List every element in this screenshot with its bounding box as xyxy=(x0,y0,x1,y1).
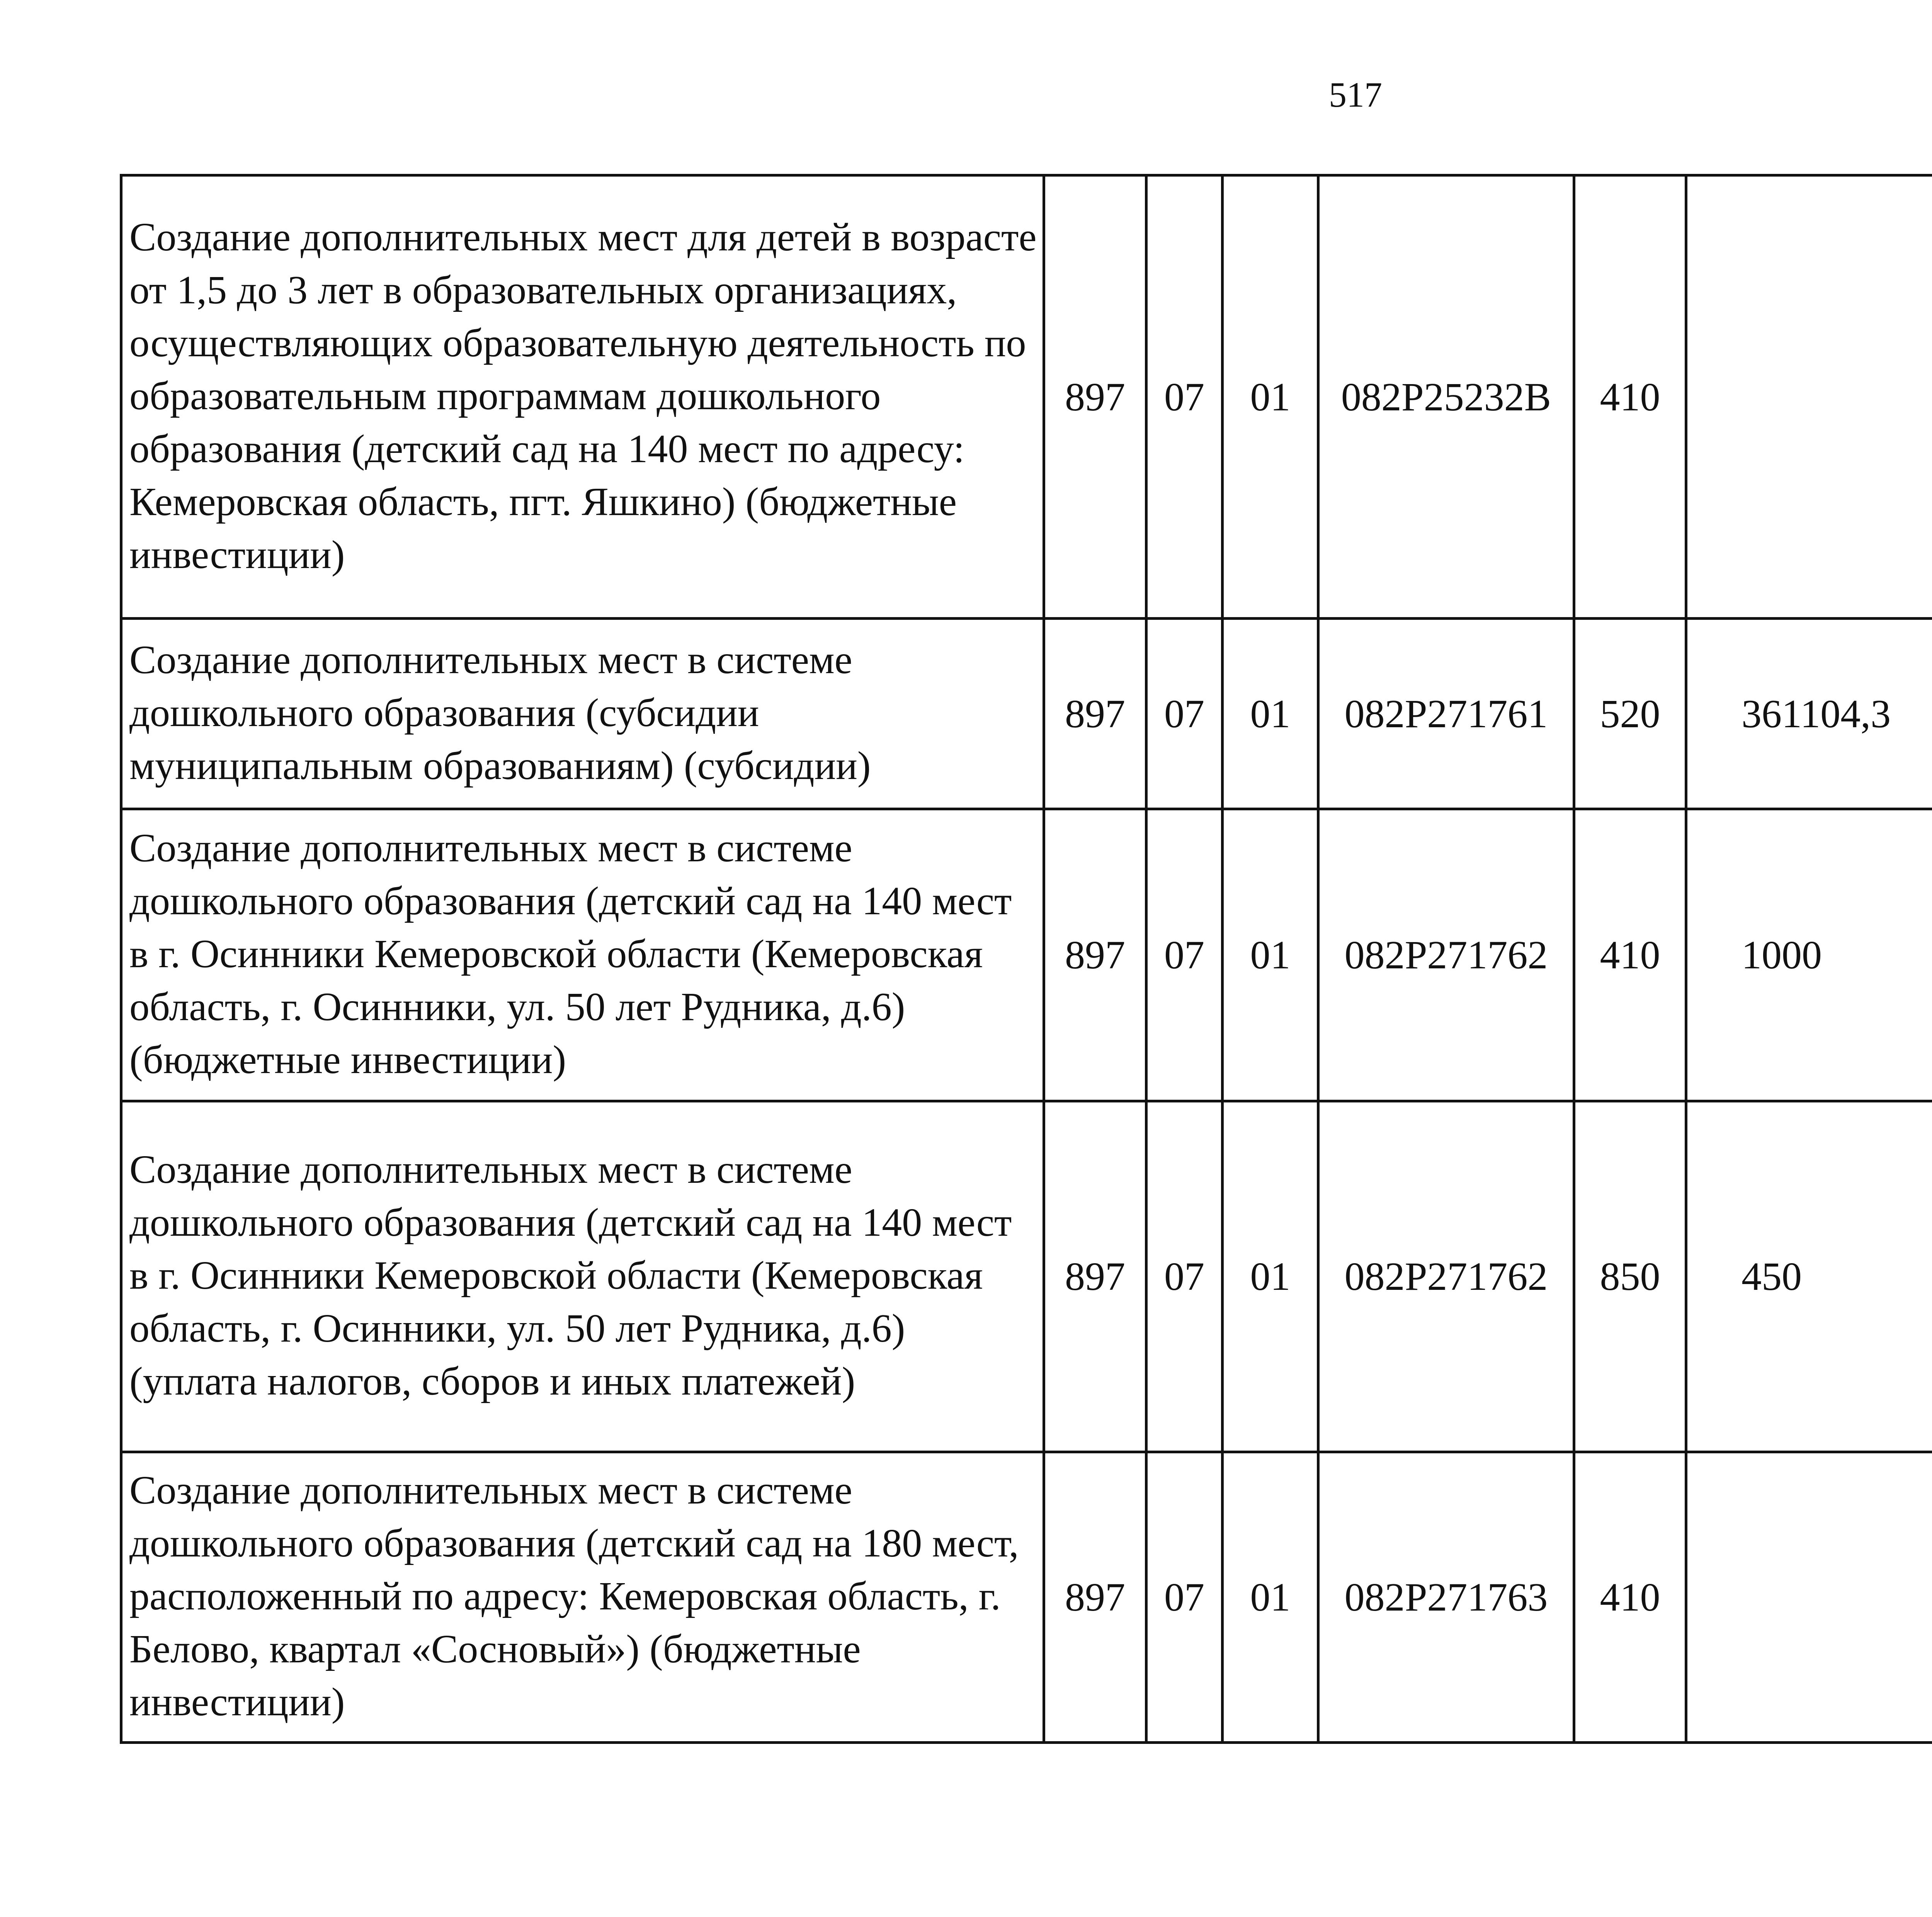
expense-type-code: 520 xyxy=(1574,619,1686,809)
subsection-code: 01 xyxy=(1223,1101,1318,1452)
row-description: Создание дополнительных мест для детей в возрасте от 1,5 до 3 лет в образовательных организациях, осуществляющих образовательную деятельность по образовательным программам дошкольного образования (детский сад на 140 мест по адресу: Кемеровская область, пгт. Яшкино) (бюджетные инвестиции) xyxy=(121,175,1044,619)
section-code: 07 xyxy=(1146,175,1223,619)
amount-year-1: 1000 xyxy=(1686,809,1932,1101)
table-row xyxy=(121,175,1932,619)
table-row xyxy=(121,1452,1932,1743)
amount-year-1: 450 xyxy=(1686,1101,1932,1452)
grbs-code: 897 xyxy=(1044,619,1146,809)
page-number: 517 xyxy=(1329,75,1382,114)
target-article-code: 082P271762 xyxy=(1318,809,1574,1101)
subsection-code: 01 xyxy=(1223,1452,1318,1743)
expense-type-code: 850 xyxy=(1574,1101,1686,1452)
section-code: 07 xyxy=(1146,619,1223,809)
grbs-code: 897 xyxy=(1044,175,1146,619)
amount-year-1 xyxy=(1686,1452,1932,1743)
section-code: 07 xyxy=(1146,809,1223,1101)
subsection-code: 01 xyxy=(1223,175,1318,619)
target-article-code: 082P25232B xyxy=(1318,175,1574,619)
expense-type-code: 410 xyxy=(1574,1452,1686,1743)
row-description: Создание дополнительных мест в системе дошкольного образования (детский сад на 140 мест в г. Осинники Кемеровской области (Кемеровская область, г. Осинники, ул. 50 лет Рудника, д.6) (уплата налогов, сборов и иных платежей) xyxy=(121,1101,1044,1452)
expense-type-code: 410 xyxy=(1574,809,1686,1101)
section-code: 07 xyxy=(1146,1452,1223,1743)
grbs-code: 897 xyxy=(1044,809,1146,1101)
row-description: Создание дополнительных мест в системе дошкольного образования (детский сад на 180 мест, расположенный по адресу: Кемеровская область, г. Белово, квартал «Сосновый») (бюджетные инвестиции) xyxy=(121,1452,1044,1743)
amount-year-1: 361104,3 xyxy=(1686,619,1932,809)
row-description: Создание дополнительных мест в системе дошкольного образования (субсидии муниципальным образованиям) (субсидии) xyxy=(121,619,1044,809)
budget-table xyxy=(120,174,1932,1744)
table-row xyxy=(121,619,1932,809)
section-code: 07 xyxy=(1146,1101,1223,1452)
expense-type-code: 410 xyxy=(1574,175,1686,619)
subsection-code: 01 xyxy=(1223,619,1318,809)
target-article-code: 082P271761 xyxy=(1318,619,1574,809)
amount-year-1 xyxy=(1686,175,1932,619)
row-description: Создание дополнительных мест в системе дошкольного образования (детский сад на 140 мест в г. Осинники Кемеровской области (Кемеровская область, г. Осинники, ул. 50 лет Рудника, д.6) (бюджетные инвестиции) xyxy=(121,809,1044,1101)
table-row xyxy=(121,1101,1932,1452)
grbs-code: 897 xyxy=(1044,1101,1146,1452)
target-article-code: 082P271762 xyxy=(1318,1101,1574,1452)
table-row xyxy=(121,809,1932,1101)
grbs-code: 897 xyxy=(1044,1452,1146,1743)
target-article-code: 082P271763 xyxy=(1318,1452,1574,1743)
subsection-code: 01 xyxy=(1223,809,1318,1101)
